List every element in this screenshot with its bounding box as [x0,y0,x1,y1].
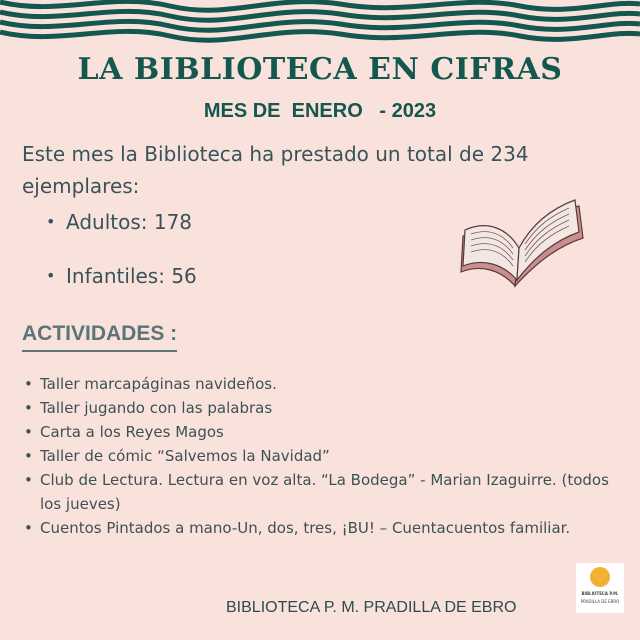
open-book-icon [455,196,585,288]
activities-heading: ACTIVIDADES : [22,322,177,352]
list-item: • Taller jugando con las palabras [24,396,614,420]
logo-line-2: PRADILLA DE EBRO [580,599,620,604]
activities-list [24,372,614,540]
list-item: • Adultos: 178 [46,206,197,260]
list-item: • Taller de cómic “Salvemos la Navidad” [24,444,614,468]
loans-intro: Este mes la Biblioteca ha prestado un total de 234 ejemplares: [22,142,529,198]
wave-pattern [0,0,640,48]
list-item: • Infantiles: 56 [46,260,197,314]
list-item: • Taller marcapáginas navideños. [24,372,614,396]
list-item: • Club de Lectura. Lectura en voz alta. “La Bodega” - Marian Izaguirre. (todos los jueves) [24,468,614,516]
page-title: LA BIBLIOTECA EN CIFRAS [77,52,563,87]
logo-line-1: BIBLIOTECA P.M. [581,591,619,596]
page-subtitle: MES DE ENERO - 2023 [203,100,437,122]
list-item: • Cuentos Pintados a mano-Un, dos, tres, ¡BU! – Cuentacuentos familiar. [24,516,614,540]
list-item: • Carta a los Reyes Magos [24,420,614,444]
logo-mark [590,567,610,587]
footer-text: BIBLIOTECA P. M. PRADILLA DE EBRO [226,599,517,616]
library-logo [576,563,624,613]
loans-list [46,206,197,314]
